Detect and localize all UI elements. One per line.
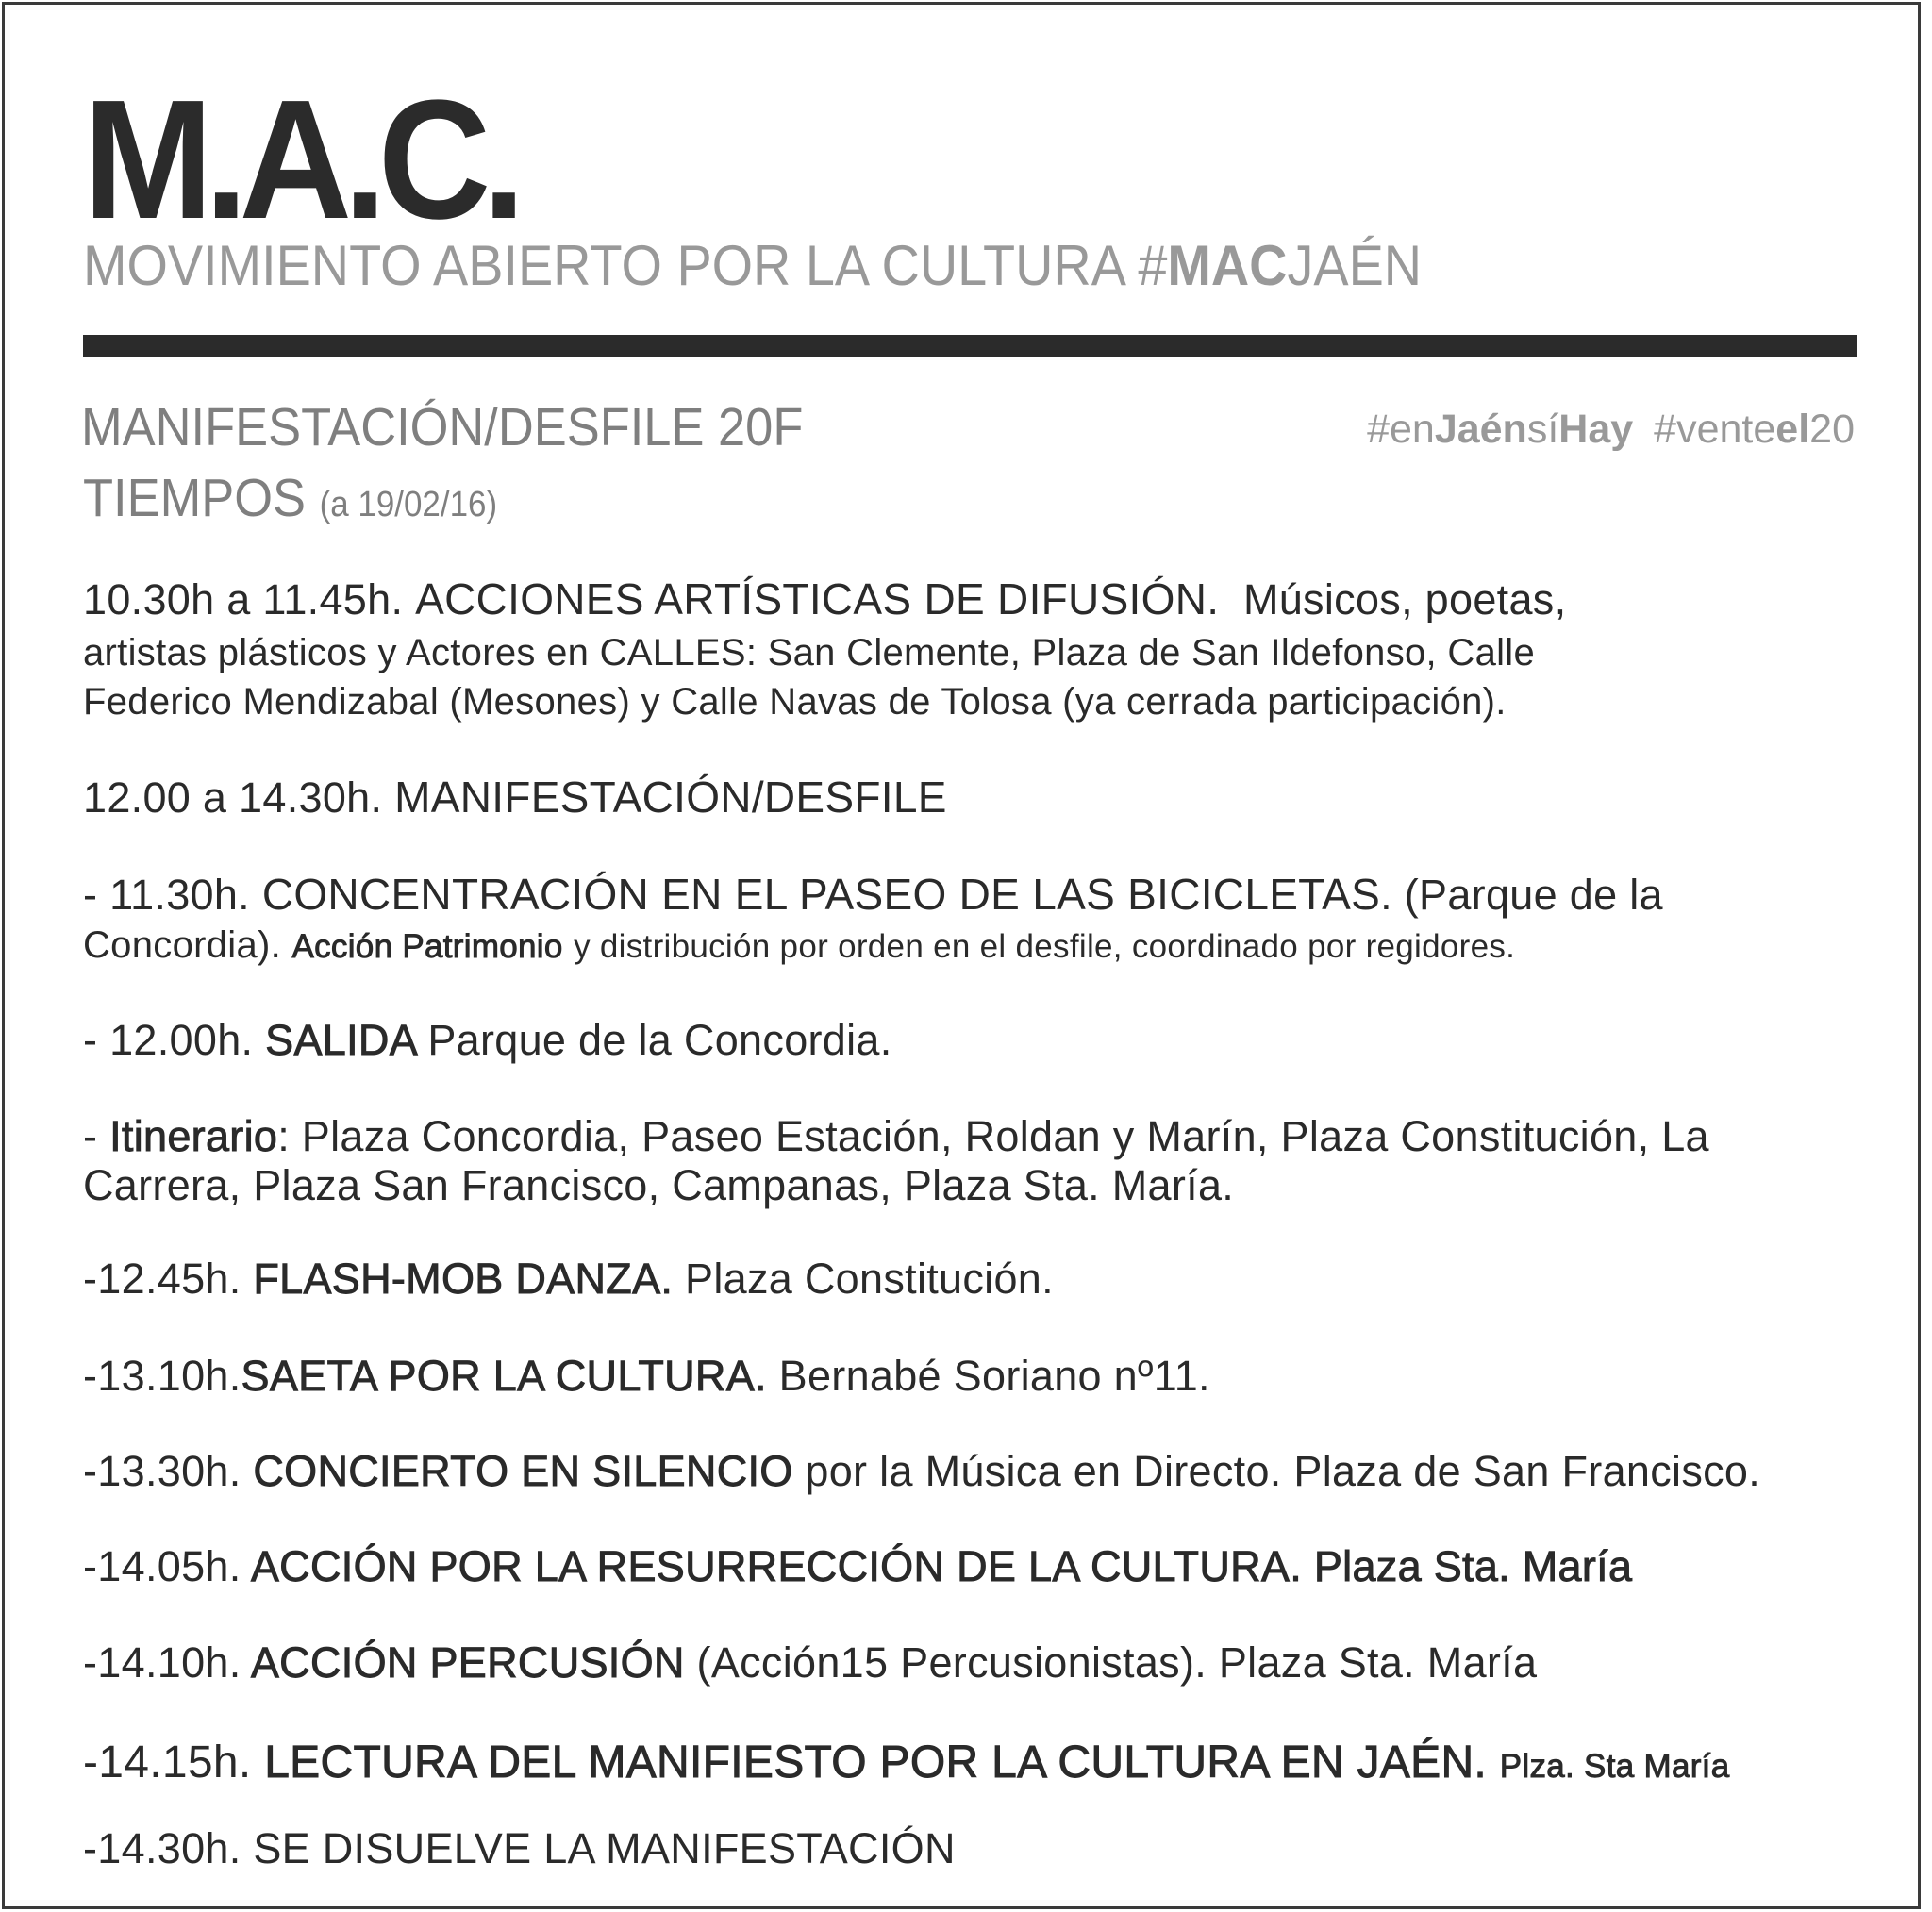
- hashtag-enjaensihay: [1367, 407, 1633, 452]
- time: - 11.30h.: [83, 871, 250, 919]
- hashtags: [1367, 409, 1855, 450]
- time: -12.45h.: [83, 1255, 242, 1303]
- time: -14.05h.: [83, 1542, 242, 1590]
- title: SAETA POR LA CULTURA.: [241, 1352, 767, 1400]
- detail: . (Parque de la: [1380, 871, 1663, 919]
- hashtag2-part: 20: [1809, 407, 1855, 452]
- times-label: TIEMPOS: [83, 468, 307, 528]
- time: -14.15h.: [83, 1737, 252, 1787]
- time: - 12.00h.: [83, 1016, 254, 1064]
- time: 12.00 a 14.30h.: [83, 773, 383, 822]
- event-title: MANIFESTACIÓN/DESFILE 20F: [81, 397, 804, 457]
- schedule-percusion: [83, 1638, 1538, 1687]
- hashtag2-part: #vente: [1654, 407, 1776, 452]
- detail: (Acción15 Percusionistas). Plaza Sta. María: [696, 1638, 1538, 1687]
- times-date: (a 19/02/16): [319, 485, 498, 524]
- detail: y distribución por orden en el desfile, coordinado por regidores.: [574, 928, 1516, 965]
- schedule-itinerario-line1: [83, 1112, 1709, 1160]
- title: ACCIÓN POR LA RESURRECCIÓN DE LA CULTURA. Plaza Sta. María: [250, 1542, 1633, 1590]
- time: -14.10h.: [83, 1638, 242, 1687]
- title: MANIFESTACIÓN/DESFILE: [394, 773, 947, 822]
- title: ACCIONES ARTÍSTICAS DE DIFUSIÓN.: [415, 574, 1220, 623]
- title: SALIDA: [265, 1016, 416, 1064]
- hashtag1-part: sí: [1526, 407, 1559, 452]
- mac-logo: M.A.C.: [83, 65, 517, 255]
- detail: Bernabé Soriano nº11.: [778, 1352, 1210, 1400]
- title: ACCIÓN PERCUSIÓN: [250, 1638, 685, 1687]
- detail: Plza. Sta María: [1499, 1748, 1730, 1785]
- detail: Plaza Constitución.: [685, 1255, 1054, 1303]
- subtitle-suffix: JAÉN: [1287, 234, 1423, 297]
- hashtag2-bold: el: [1775, 407, 1810, 452]
- hashtag1-bold: Jaén: [1434, 407, 1527, 452]
- hashtag-venteel20: [1654, 407, 1855, 452]
- title: CONCIERTO EN SILENCIO: [253, 1447, 793, 1495]
- schedule-concentracion-line2: [83, 926, 1515, 964]
- detail: por la Música en Directo. Plaza de San Francisco.: [805, 1447, 1761, 1495]
- schedule-itinerario-line2: Carrera, Plaza San Francisco, Campanas, Plaza Sta. María.: [83, 1161, 1235, 1209]
- title: Itinerario: [109, 1112, 278, 1160]
- title: FLASH-MOB DANZA.: [253, 1255, 674, 1303]
- time: -13.30h.: [83, 1447, 242, 1495]
- detail: Músicos, poetas,: [1242, 575, 1567, 623]
- highlight: Acción Patrimonio: [291, 928, 563, 965]
- time: -13.10h.: [83, 1352, 242, 1400]
- subtitle-bold: MAC: [1167, 234, 1288, 297]
- title: LECTURA DEL MANIFIESTO POR LA CULTURA EN JAÉN.: [264, 1737, 1488, 1787]
- detail: Parque de la Concordia.: [427, 1016, 892, 1064]
- schedule-resurreccion: [83, 1542, 1633, 1590]
- schedule-lectura: [83, 1737, 1730, 1787]
- title: CONCENTRACIÓN EN EL PASEO DE LAS BICICLETAS: [261, 870, 1381, 919]
- schedule-acciones-line2: artistas plásticos y Actores en CALLES: San Clemente, Plaza de San Ildefonso, Calle: [83, 632, 1536, 673]
- schedule-manifestacion: [83, 773, 947, 822]
- schedule-acciones-line3: Federico Mendizabal (Mesones) y Calle Navas de Tolosa (ya cerrada participación).: [83, 681, 1507, 723]
- hashtag1-part: #en: [1367, 407, 1435, 452]
- schedule-salida: [83, 1016, 892, 1064]
- schedule-acciones-line1: [83, 574, 1567, 623]
- detail: : Plaza Concordia, Paseo Estación, Roldan y Marín, Plaza Constitución, La: [277, 1112, 1709, 1160]
- schedule-saeta: [83, 1352, 1210, 1400]
- schedule-concentracion-line1: [83, 870, 1663, 919]
- schedule-disuelve: -14.30h. SE DISUELVE LA MANIFESTACIÓN: [83, 1824, 956, 1872]
- subtitle-prefix: MOVIMIENTO ABIERTO POR LA CULTURA #: [83, 234, 1168, 297]
- time: 10.30h a 11.45h.: [83, 575, 404, 623]
- divider-bar: [83, 335, 1857, 357]
- times-heading: [83, 468, 498, 528]
- movement-subtitle: [83, 234, 1423, 297]
- schedule-concierto: [83, 1447, 1761, 1495]
- detail: Concordia).: [83, 924, 282, 966]
- schedule-flashmob: [83, 1255, 1054, 1303]
- hashtag1-bold: Hay: [1558, 407, 1634, 452]
- dash: -: [83, 1112, 98, 1160]
